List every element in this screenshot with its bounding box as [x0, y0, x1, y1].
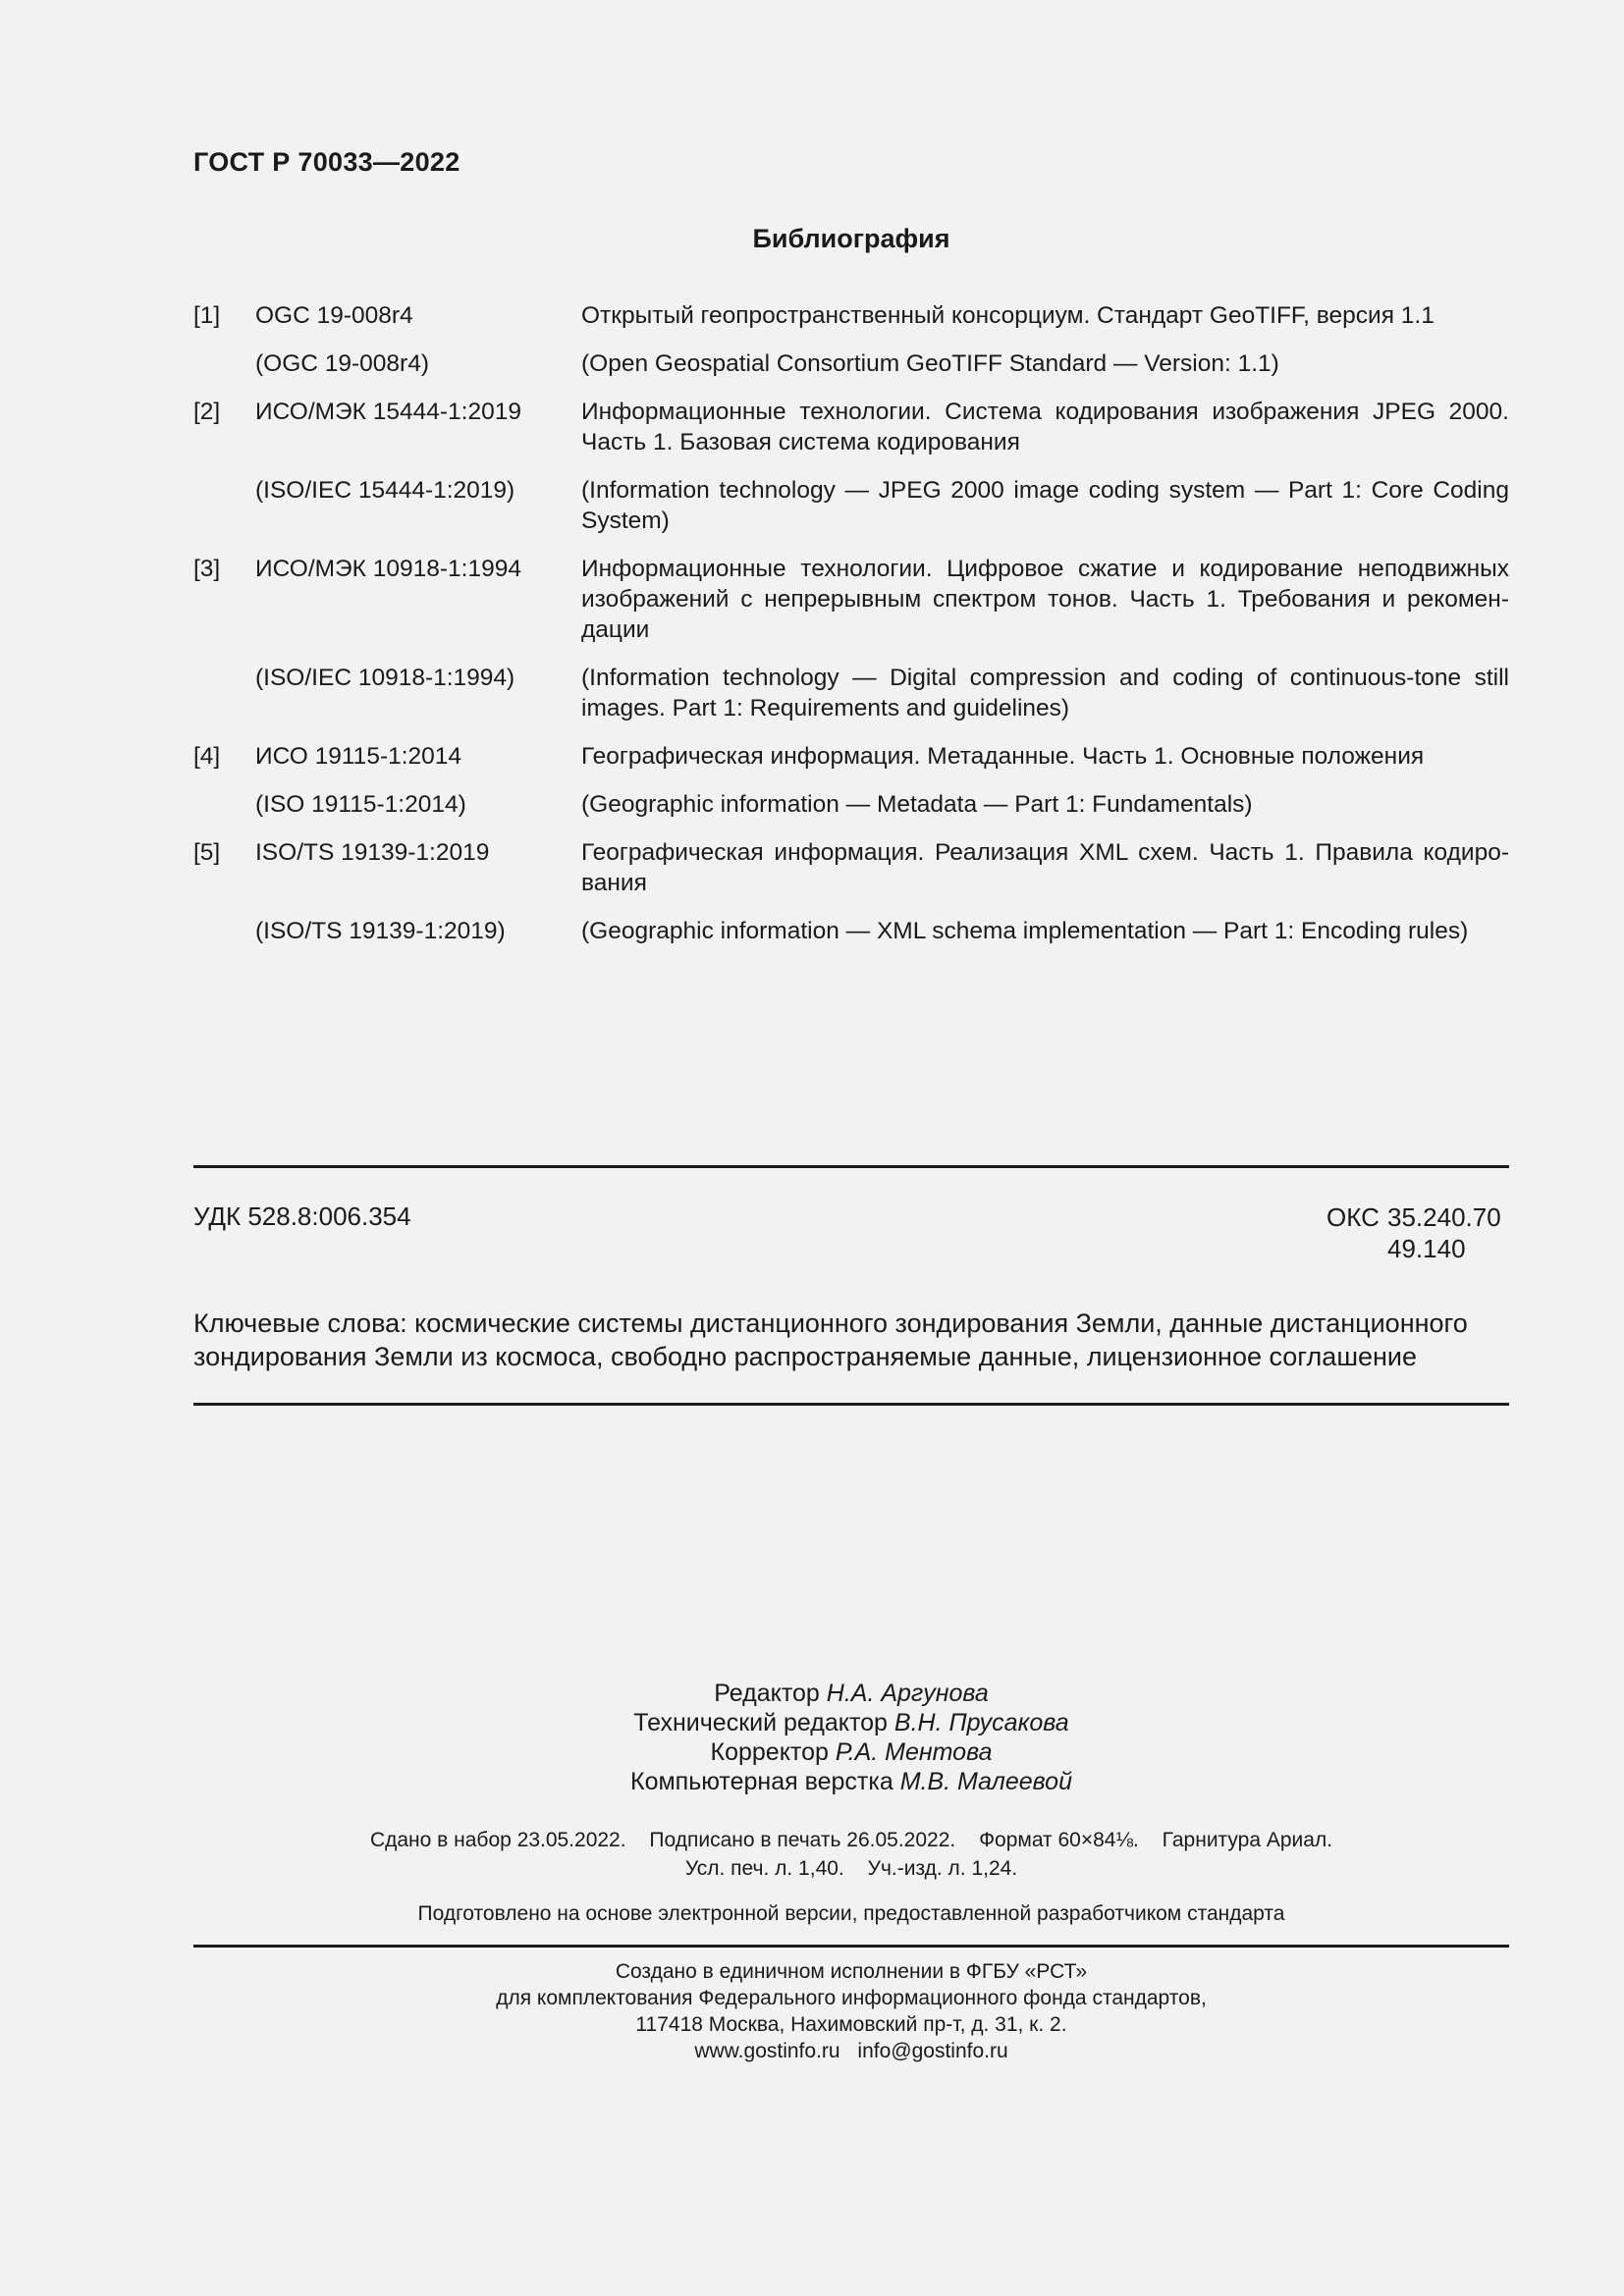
- credit-role: Технический редактор: [633, 1709, 888, 1736]
- bib-entry-title: Информационные технологии. Цифровое сжатие и кодирование неподвижных изображений с непрерывным спектром тонов. Часть 1. Требования и рекомендации: [581, 556, 1509, 643]
- bib-entry-title: (Information technology — JPEG 2000 image coding system — Part 1: Core Coding System): [581, 477, 1509, 534]
- bib-entry-number: [1]: [193, 302, 221, 329]
- bib-entry-title: Информационные технологии. Система кодирования изображения JPEG 2000. Часть 1. Базовая система кодирования: [581, 399, 1509, 455]
- credit-role: Компьютерная верстка: [630, 1768, 893, 1795]
- typeset-date: Сдано в набор 23.05.2022.: [369, 1829, 626, 1851]
- bib-entry-number: [193, 663, 255, 723]
- bib-entry-code: OGC 19-008r4: [255, 302, 413, 329]
- bib-entry-number: [193, 916, 255, 946]
- keywords: Ключевые слова: космические системы дистанционного зондирования Земли, данные дистанционного зондирования Земли из космоса, свободно распространяемые данные, лицензионное соглашение: [193, 1308, 1468, 1371]
- footer-line: 117418 Москва, Нахимовский пр-т, д. 31, к. 2.: [635, 2013, 1067, 2036]
- bib-entry: [193, 475, 1509, 536]
- bib-entry-title: (Geographic information — XML schema implementation — Part 1: Encoding rules): [581, 918, 1469, 944]
- divider-keywords: [193, 1403, 1509, 1406]
- bib-entry: [193, 789, 1509, 820]
- footer-line: для комплектования Федерального информационного фонда стандартов,: [496, 1987, 1207, 2009]
- divider-top: [193, 1165, 1509, 1168]
- credit-role: Корректор: [710, 1738, 829, 1766]
- bib-entry-code: (OGC 19-008r4): [255, 350, 430, 377]
- email-link[interactable]: info@gostinfo.ru: [857, 2040, 1008, 2062]
- credits-block: [0, 1679, 1624, 1796]
- credit-tech-editor: [0, 1708, 1624, 1737]
- credit-name: Н.А. Аргунова: [826, 1680, 989, 1707]
- bib-entry: [193, 300, 1509, 331]
- divider-footer: [193, 1945, 1509, 1948]
- publication-line-2: [0, 1854, 1624, 1883]
- publication-line-1: [0, 1826, 1624, 1854]
- bib-entry-number: [5]: [193, 839, 221, 866]
- udk-code: УДК 528.8:006.354: [193, 1201, 411, 1231]
- bib-entry-title: Открытый геопространственный консорциум. Стандарт GeoTIFF, версия 1.1: [581, 302, 1435, 329]
- bib-entry-code: ISO/TS 19139-1:2019: [255, 839, 490, 866]
- bib-entry-code: (ISO/TS 19139-1:2019): [255, 918, 506, 944]
- bib-entry-title: (Geographic information — Metadata — Part 1: Fundamentals): [581, 791, 1253, 818]
- bib-entry-title: (Information technology — Digital compression and coding of continuous-tone still images. Part 1: Requirements and guidelines): [581, 665, 1509, 721]
- publisher-sheets: Уч.-изд. л. 1,24.: [867, 1857, 1018, 1880]
- bib-entry-title: Географическая информация. Реализация XML схем. Часть 1. Правила кодирования: [581, 839, 1509, 896]
- bib-entry: [193, 916, 1509, 946]
- bib-entry: [193, 837, 1509, 898]
- oks-code: 49.140: [1387, 1234, 1466, 1263]
- publication-info: [0, 1826, 1624, 1883]
- format: Формат 60×84⅛.: [979, 1829, 1139, 1851]
- credit-name: М.В. Малеевой: [899, 1768, 1072, 1795]
- credit-editor: [0, 1679, 1624, 1708]
- website-link[interactable]: www.gostinfo.ru: [694, 2040, 840, 2062]
- document-id: ГОСТ Р 70033—2022: [193, 147, 460, 177]
- prepared-note: Подготовлено на основе электронной версии, предоставленной разработчиком стандарта: [417, 1902, 1285, 1925]
- credit-role: Редактор: [714, 1680, 820, 1707]
- oks-label: ОКС: [1326, 1202, 1380, 1232]
- bib-entry-code: (ISO 19115-1:2014): [255, 791, 466, 818]
- bib-entry: [193, 348, 1509, 379]
- bib-entry-code: ИСО/МЭК 15444-1:2019: [255, 399, 521, 425]
- footer-contacts: [0, 2038, 1624, 2064]
- bib-entry-number: [193, 789, 255, 820]
- credit-name: В.Н. Прусакова: [893, 1709, 1069, 1736]
- bib-entry-number: [193, 348, 255, 379]
- bib-entry: [193, 554, 1509, 645]
- credit-proofreader: [0, 1737, 1624, 1767]
- bib-entry: [193, 741, 1509, 772]
- bib-entry-number: [4]: [193, 743, 221, 770]
- bib-entry-number: [193, 475, 255, 536]
- bib-entry: [193, 397, 1509, 457]
- print-sheets: Усл. печ. л. 1,40.: [684, 1857, 844, 1880]
- credit-layout: [0, 1767, 1624, 1796]
- bib-entry-title: Географическая информация. Метаданные. Часть 1. Основные положения: [581, 743, 1425, 770]
- bib-entry-title: (Open Geospatial Consortium GeoTIFF Standard — Version: 1.1): [581, 350, 1279, 377]
- bibliography-title: Библиография: [752, 224, 950, 253]
- footer: [0, 1958, 1624, 2064]
- credit-name: Р.А. Ментова: [835, 1738, 993, 1766]
- bib-entry: [193, 663, 1509, 723]
- oks-block: [1326, 1201, 1501, 1264]
- footer-line: Создано в единичном исполнении в ФГБУ «РСТ»: [615, 1960, 1088, 1983]
- oks-code: 35.240.70: [1387, 1202, 1501, 1232]
- bib-entry-code: ИСО 19115-1:2014: [255, 743, 462, 770]
- typeface: Гарнитура Ариал.: [1162, 1829, 1333, 1851]
- print-date: Подписано в печать 26.05.2022.: [649, 1829, 956, 1851]
- bib-entry-code: ИСО/МЭК 10918-1:1994: [255, 556, 521, 582]
- bib-entry-number: [2]: [193, 399, 221, 425]
- bibliography-list: [193, 300, 1509, 964]
- bib-entry-code: (ISO/IEC 10918-1:1994): [255, 665, 515, 691]
- bib-entry-number: [3]: [193, 556, 221, 582]
- bib-entry-code: (ISO/IEC 15444-1:2019): [255, 477, 515, 504]
